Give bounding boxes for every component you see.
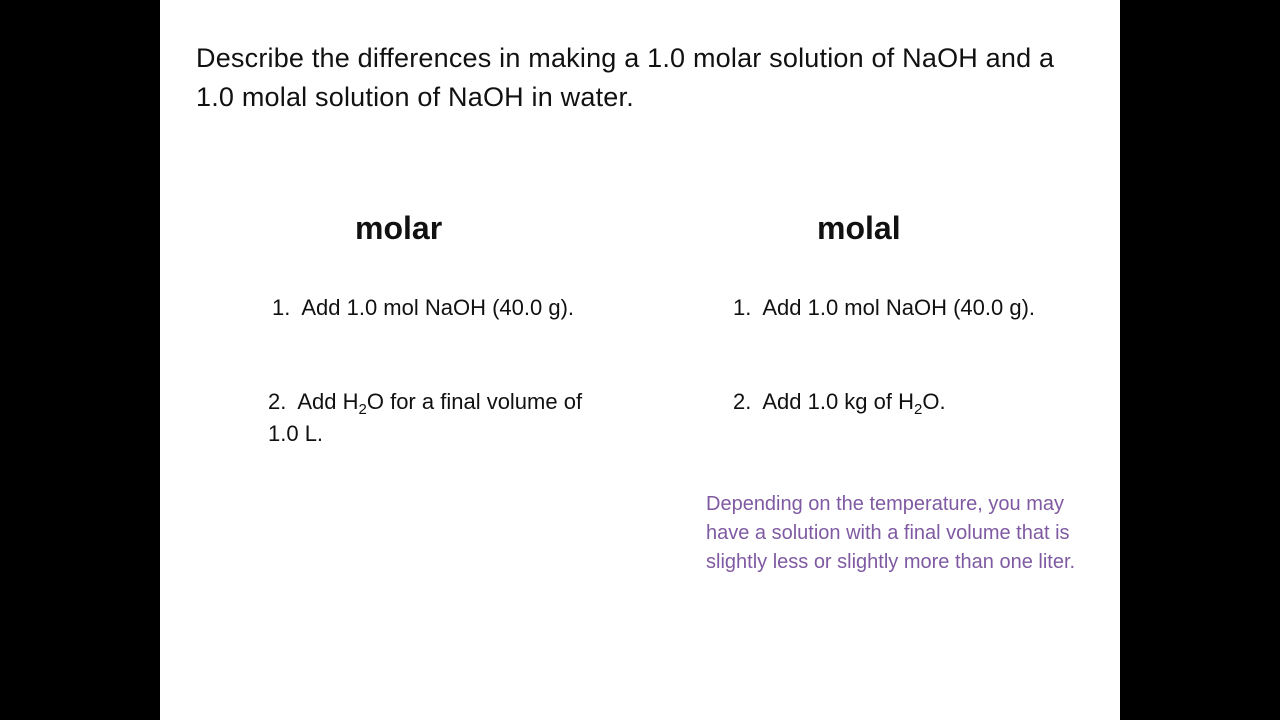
molar-step-2-text-before: 2. Add H <box>268 389 359 414</box>
molar-step-2-subscript: 2 <box>358 401 367 418</box>
molar-heading: molar <box>355 210 443 246</box>
molar-step-2 <box>268 386 608 450</box>
molal-step-2-text-after: O. <box>922 389 946 414</box>
molal-step-1: 1. Add 1.0 mol NaOH (40.0 g). <box>733 295 1036 320</box>
slide <box>160 0 1120 720</box>
temperature-note: Depending on the temperature, you may have a solution with a final volume that is slightly less or slightly more than one liter. <box>706 493 1076 573</box>
molal-step-2 <box>733 386 1073 418</box>
question-text: Describe the differences in making a 1.0 molar solution of NaOH and a 1.0 molal solution of NaOH in water. <box>196 43 1055 112</box>
molal-step-2-text-before: 2. Add 1.0 kg of H <box>733 389 915 414</box>
molal-heading: molal <box>817 210 901 246</box>
molar-step-2-text-after: O for a final volume of 1.0 L. <box>268 389 583 446</box>
molar-step-1: 1. Add 1.0 mol NaOH (40.0 g). <box>272 295 575 320</box>
molal-step-2-subscript: 2 <box>914 401 923 418</box>
